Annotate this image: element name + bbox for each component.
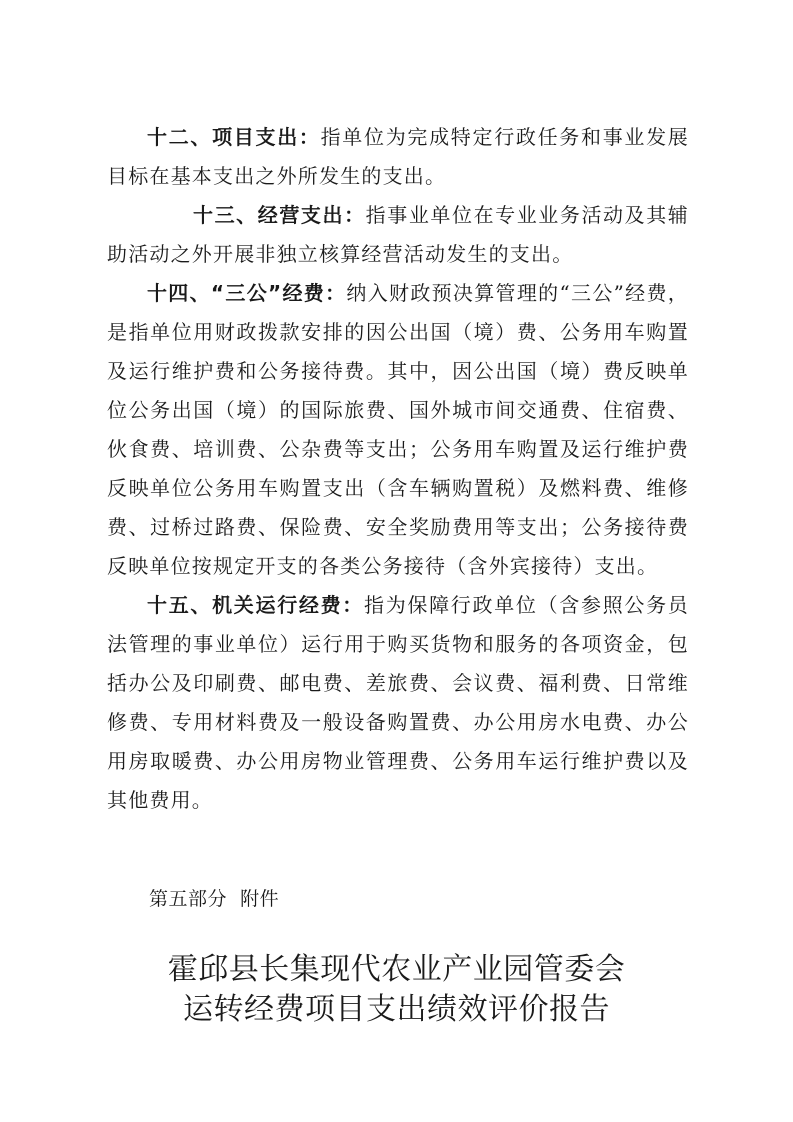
definition-term: 十四、“三公”经费： [147,281,347,305]
definition-text: 指单位为完成特定行政任务和事业发展目标在基本支出之外所发生的支出。 [107,125,689,188]
definition-term: 十二、项目支出： [147,125,321,149]
definition-term: 十三、经营支出： [193,203,366,227]
definition-paragraph-14 [107,274,689,586]
report-title-line-2: 运转经费项目支出绩效评价报告 [183,992,610,1027]
definitions-body [107,118,689,820]
definition-text: 纳入财政预决算管理的“三公”经费，是指单位用财政拨款安排的因公出国（境）费、公务用车购置及运行维护费和公务接待费。其中，因公出国（境）费反映单位公务出国（境）的国际旅费、国外城市间交通费、住宿费、伙食费、培训费、公杂费等支出；公务用车购置及运行维护费反映单位公务用车购置支出（含车辆购置税）及燃料费、维修费、过桥过路费、保险费、安全奖励费用等支出；公务接待费反映单位按规定开支的各类公务接待（含外宾接待）支出。 [107,281,689,578]
definition-paragraph-12 [107,118,689,196]
definition-paragraph-13 [107,196,689,274]
definition-paragraph-15 [107,586,689,820]
definition-text: 指事业单位在专业业务活动及其辅助活动之外开展非独立核算经营活动发生的支出。 [107,203,689,266]
report-title [0,950,793,1030]
section-heading: 第五部分 附件 [149,888,280,910]
definition-term: 十五、机关运行经费： [147,593,364,617]
definition-text: 指为保障行政单位（含参照公务员法管理的事业单位）运行用于购买货物和服务的各项资金，包括办公及印刷费、邮电费、差旅费、会议费、福利费、日常维修费、专用材料费及一般设备购置费、办公用房水电费、办公用房取暖费、办公用房物业管理费、公务用车运行维护费以及其他费用。 [107,593,689,812]
report-title-line-1: 霍邱县长集现代农业产业园管委会 [167,952,626,987]
